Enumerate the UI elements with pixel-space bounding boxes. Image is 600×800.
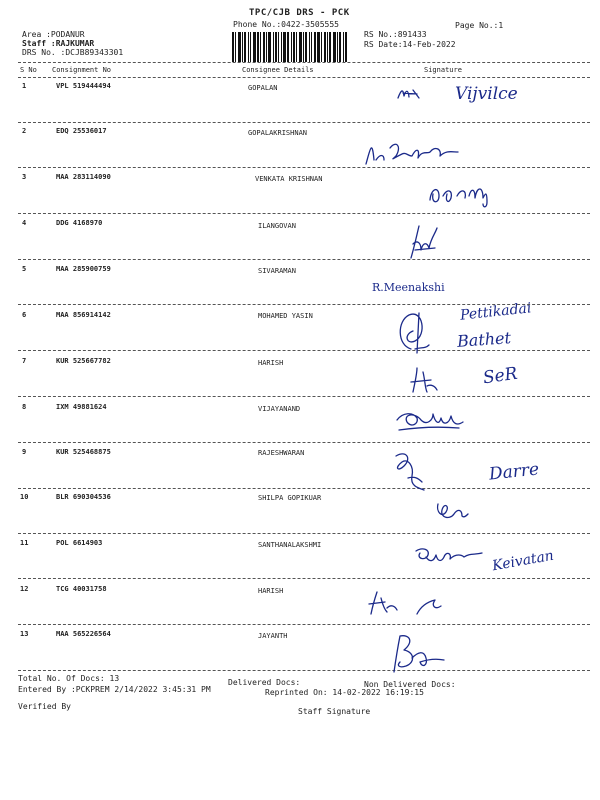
row-consignment: POL 6614903	[56, 539, 103, 547]
row-consignment: TCG 40031758	[56, 585, 107, 593]
row-consignee: JAYANTH	[258, 632, 288, 640]
total-docs: Total No. Of Docs: 13	[18, 674, 120, 683]
handwritten-note: R.Meenakshi	[372, 281, 445, 294]
row-sno: 12	[20, 585, 29, 593]
handwritten-note: Pettikadai	[459, 300, 533, 324]
row-sno: 5	[22, 265, 27, 273]
signature-scribble	[388, 448, 433, 494]
table-row	[0, 630, 600, 680]
row-consignment: VPL 519444494	[56, 82, 111, 90]
col-sno-header: S No	[20, 66, 37, 74]
row-divider	[18, 670, 590, 671]
row-consignee: ILANGOVAN	[258, 222, 296, 230]
handwritten-note: Vijvilce	[455, 84, 518, 104]
signature-scribble	[384, 628, 454, 678]
handwritten-note: Darre	[488, 459, 541, 485]
sheet-title: TPC/CJB DRS - PCK	[249, 8, 350, 18]
table-row	[0, 173, 600, 223]
row-consignment: KUR 525468875	[56, 448, 111, 456]
row-sno: 1	[22, 82, 27, 90]
area-label: Area :PODANUR	[22, 30, 85, 39]
row-consignment: KUR 525667782	[56, 357, 111, 365]
row-consignee: MOHAMED YASIN	[258, 312, 313, 320]
row-consignment: MAA 283114090	[56, 173, 111, 181]
row-consignment: IXM 49881624	[56, 403, 107, 411]
row-sno: 13	[20, 630, 29, 638]
row-consignee: SIVARAMAN	[258, 267, 296, 275]
row-divider	[18, 259, 590, 260]
row-consignee: RAJESHWARAN	[258, 449, 305, 457]
row-divider	[18, 122, 590, 123]
row-divider	[18, 442, 590, 443]
row-sno: 2	[22, 127, 27, 135]
rs-date: RS Date:14-Feb-2022	[364, 40, 456, 49]
row-divider	[18, 533, 590, 534]
table-row	[0, 585, 600, 635]
handwritten-note: SeR	[481, 363, 519, 389]
header-rule-bottom	[18, 77, 590, 78]
row-consignment: DDG 4168970	[56, 219, 103, 227]
row-consignment: MAA 565226564	[56, 630, 111, 638]
staff-label: Staff :RAJKUMAR	[22, 39, 95, 48]
row-consignee: VIJAYANAND	[258, 405, 301, 413]
drs-number: DRS No. :DCJB89343301	[22, 48, 124, 57]
signature-scribble	[393, 305, 435, 357]
row-consignee: SANTHANALAKSHMI	[258, 541, 322, 549]
row-consignee: HARISH	[258, 359, 284, 367]
row-divider	[18, 167, 590, 168]
row-consignee: SHILPA GOPIKUAR	[258, 494, 322, 502]
row-divider	[18, 578, 590, 579]
signature-scribble	[412, 543, 487, 571]
verified-by: Verified By	[18, 702, 71, 711]
handwritten-note: Bathet	[456, 328, 512, 351]
row-divider	[18, 624, 590, 625]
staff-signature-label: Staff Signature	[298, 707, 371, 716]
row-sno: 9	[22, 448, 27, 456]
rs-number: RS No.:891433	[364, 30, 427, 39]
col-signature-header: Signature	[424, 66, 462, 74]
row-sno: 4	[22, 219, 27, 227]
row-divider	[18, 350, 590, 351]
signature-scribble	[395, 84, 425, 104]
row-sno: 8	[22, 403, 27, 411]
row-divider	[18, 213, 590, 214]
barcode	[232, 32, 356, 62]
row-divider	[18, 488, 590, 489]
signature-scribble	[425, 176, 500, 211]
delivered-docs: Delivered Docs:	[228, 678, 301, 687]
row-consignment: MAA 285900759	[56, 265, 111, 273]
signature-scribble	[365, 588, 450, 618]
reprinted-on: Reprinted On: 14-02-2022 16:19:15	[265, 688, 424, 697]
non-delivered-docs: Non Delivered Docs:	[364, 680, 456, 689]
signature-scribble	[432, 498, 472, 524]
row-sno: 11	[20, 539, 29, 547]
col-consignment-header: Consignment No	[52, 66, 112, 74]
row-sno: 6	[22, 311, 27, 319]
row-consignee: GOPALAN	[248, 84, 278, 92]
page-number: Page No.:1	[455, 21, 504, 30]
col-consignee-header: Consignee Details	[242, 66, 314, 74]
table-row	[0, 127, 600, 177]
row-consignment: MAA 856914142	[56, 311, 111, 319]
row-divider	[18, 396, 590, 397]
header-rule-top	[18, 62, 590, 63]
row-sno: 3	[22, 173, 27, 181]
table-row	[0, 219, 600, 269]
row-consignment: EDQ 25536017	[56, 127, 107, 135]
table-row	[0, 493, 600, 543]
table-row	[0, 403, 600, 453]
row-consignee: HARISH	[258, 587, 284, 595]
signature-scribble	[393, 406, 468, 434]
handwritten-note: Keivatan	[491, 547, 556, 575]
signature-scribble	[362, 130, 472, 170]
signature-scribble	[407, 364, 442, 396]
row-consignee: GOPALAKRISHNAN	[248, 129, 308, 137]
signature-scribble	[405, 222, 445, 262]
row-consignment: BLR 690304536	[56, 493, 111, 501]
row-sno: 10	[20, 493, 29, 501]
entered-by: Entered By :PCKPREM 2/14/2022 3:45:31 PM	[18, 685, 211, 694]
phone-number: Phone No.:0422-3505555	[233, 20, 339, 29]
row-sno: 7	[22, 357, 27, 365]
row-consignee: VENKATA KRISHNAN	[255, 175, 323, 183]
